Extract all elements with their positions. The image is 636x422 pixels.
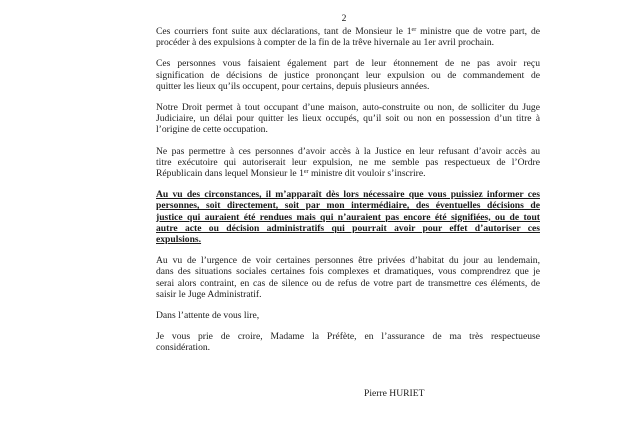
- text-line: justice qui auraient été rendues mais qui n’auraient pas encore été signifiées, ou de tout: [156, 211, 540, 223]
- paragraph-salutation: [156, 331, 540, 353]
- text-line: autre acte ou décision administratifs qui pourrait avoir pour effet d’autoriser ces: [156, 222, 540, 234]
- text-line: titre exécutoire qui autoriserait leur expulsion, ne me semble pas respectueux de l’Ordre: [156, 156, 540, 168]
- text-line: Au vu de l’urgence de voir certaines personnes être privées d’habitat du jour au lendemain,: [156, 255, 540, 267]
- page-number: 2: [341, 13, 347, 24]
- text-segment: Républicain dans lequel Monsieur le 1: [156, 168, 304, 180]
- paragraph-declarations: [156, 26, 540, 48]
- paragraph-acces-justice: [156, 146, 540, 180]
- text-line: Judiciaire, un délai pour quitter les lieux occupés, qu’il soit ou non en possession d’un titre à: [156, 113, 540, 125]
- text-line: [156, 26, 540, 37]
- paragraph-etonnement: [156, 58, 540, 92]
- paragraph-urgence: [156, 255, 540, 300]
- text-line: considération.: [156, 342, 211, 354]
- text-line: personnes, soit directement, soit par mon intermédiaire, des éventuelles décisions de: [156, 200, 540, 212]
- text-segment: Ces courriers font suite aux déclarations, tant de Monsieur le 1: [156, 26, 412, 37]
- text-line: Notre Droit permet à tout occupant d’une maison, auto-construite ou non, de solliciter du Juge: [156, 102, 540, 114]
- text-line: signification de décisions de justice prononçant leur expulsion ou de commandement de: [156, 69, 540, 81]
- text-line: Ne pas permettre à ces personnes d’avoir accès à la Justice en leur refusant d’avoir accès au: [156, 145, 540, 157]
- text-line: serai alors contraint, en cas de silence ou de refus de votre part de transmettre ces éléments, de: [156, 277, 540, 289]
- text-line: procéder à des expulsions à compter de la fin de la trêve hivernale au 1er avril prochain.: [156, 37, 495, 49]
- text-line: l’origine de cette occupation.: [156, 124, 268, 136]
- text-segment: ministre dit vouloir s’inscrire.: [308, 168, 426, 180]
- text-line: Je vous prie de croire, Madame la Préfète, en l’assurance de ma très respectueuse: [156, 331, 540, 343]
- superscript: er: [303, 169, 309, 176]
- paragraph-attente: [156, 310, 540, 321]
- text-segment: ministre que de votre part, de: [416, 26, 540, 37]
- signature-name: Pierre HURIET: [364, 388, 425, 399]
- superscript: er: [411, 27, 417, 33]
- text-line: Au vu des circonstances, il m’apparaît dès lors nécessaire que vous puissiez informer ces: [156, 189, 540, 201]
- text-line: quitter les lieux qu’ils occupent, pour certains, depuis plusieurs années.: [156, 80, 430, 92]
- text-line: [156, 168, 540, 179]
- text-line: dans des situations sociales certaines fois complexes et dramatiques, vous comprendrez que je: [156, 266, 540, 278]
- letter-body: [156, 26, 540, 364]
- paragraph-demande-emphasized: [156, 189, 540, 245]
- text-line: expulsions.: [156, 234, 202, 246]
- text-line: saisir le Juge Administratif.: [156, 288, 262, 300]
- text-line: Dans l’attente de vous lire,: [156, 310, 260, 322]
- paragraph-droit: [156, 102, 540, 136]
- text-line: Ces personnes vous faisaient également part de leur étonnement de ne pas avoir reçu: [156, 58, 540, 70]
